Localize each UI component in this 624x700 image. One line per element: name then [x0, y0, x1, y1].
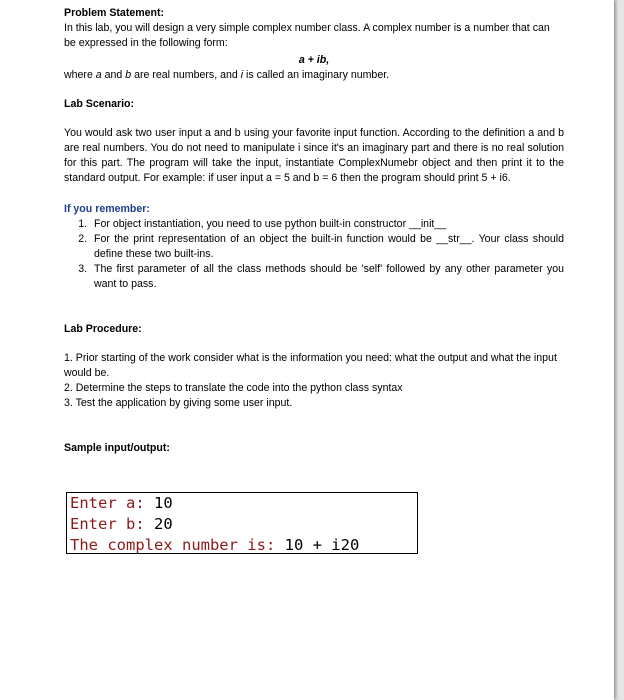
document-content — [64, 6, 564, 456]
formula: a + ib, — [298, 54, 330, 66]
scenario-text: You would ask two user input a and b using your favorite input function. According to the definition a and b are real numbers. You do not need to manipulate i since it's an imaginary part and there is no real solution for this part. The program will take the input, instantiate ComplexNumebr object and then print it to the standard output. For example: if user input a = 5 and b = 6 then the program should print 5 + i6. — [64, 127, 564, 184]
remember-title: If you remember: — [64, 203, 150, 215]
problem-line2: where a and b are real numbers, and i is called an imaginary number. — [64, 69, 390, 81]
sample-title: Sample input/output: — [64, 442, 170, 454]
io-line: Enter b: 20 — [70, 515, 173, 533]
io-line: Enter a: 10 — [70, 494, 173, 512]
io-line: The complex number is: 10 + i20 — [70, 536, 360, 554]
sample-io-box — [66, 492, 418, 554]
list-item: 1. For object instantiation, you need to use python built-in constructor __init__ — [90, 217, 564, 232]
remember-list — [64, 217, 564, 292]
problem-line1: In this lab, you will design a very simple complex number class. A complex number is a number that can be expressed in the following form: — [64, 22, 550, 49]
scenario-title: Lab Scenario: — [64, 98, 135, 110]
list-item: 3. The first parameter of all the class methods should be 'self' followed by any other parameter you want to pass. — [90, 262, 564, 292]
procedure-step: 3. Test the application by giving some user input. — [64, 397, 293, 409]
procedure-step: 1. Prior starting of the work consider what is the information you need: what the output and what the input would be. — [64, 352, 557, 379]
procedure-title: Lab Procedure: — [64, 323, 142, 335]
procedure-step: 2. Determine the steps to translate the code into the python class syntax — [64, 382, 403, 394]
problem-title: Problem Statement: — [64, 7, 165, 19]
list-item: 2. For the print representation of an object the built-in function would be __str__. Your class should define these two built-ins. — [90, 232, 564, 262]
